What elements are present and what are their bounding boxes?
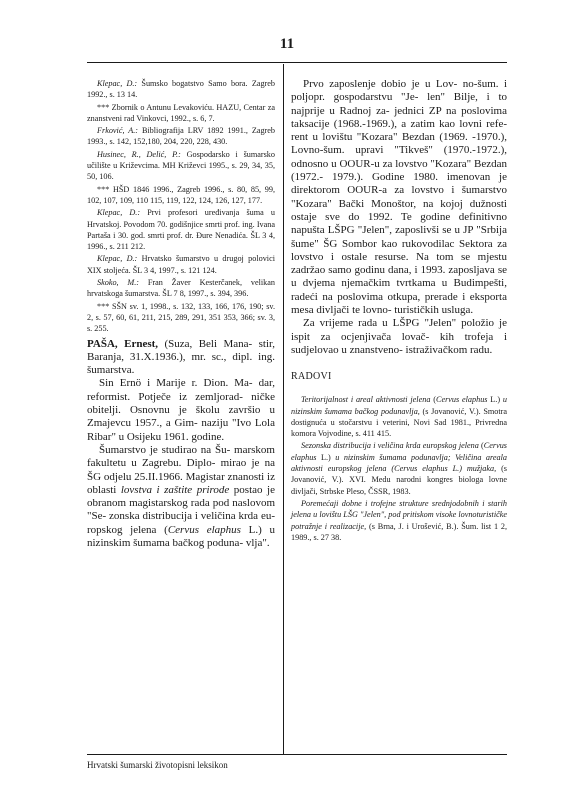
work-item — [291, 394, 507, 439]
page-number: 11 — [279, 36, 295, 52]
ref-author: Skoko, M.: — [97, 278, 140, 288]
reference-list — [87, 78, 275, 335]
ref-text: Gospodarsko i šumarsko učilište u Križevcima. MH Križevci 1995., s. 29, 34, 35, 50, 106. — [87, 149, 275, 182]
ref-text: Bibliografija LRV 1892 1991., Zagreb 1993., s. 142, 152,180, 204, 220, 228, 430. — [87, 126, 275, 147]
text-run: (s Jovanović, V.). Smotra dostignuća u stočarstvu i veterini, Novi Sad 1981., Privredna komora Vojvodine, s. 411 415. — [291, 406, 507, 439]
entry-heading — [87, 338, 275, 378]
bottom-rule — [87, 754, 507, 755]
ref-text: *** Zbornik o Antunu Levakoviću. HAZU, Centar za znanstveni rad Vinkovci, 1992., s. 6, 7. — [87, 102, 275, 123]
text-run: Šumarstvo je studirao na Šu- marskom fakultetu u Zagrebu. Diplo- mirao je na ŠG odjelu 25.II.1966. Magistar znanosti iz oblasti — [87, 443, 275, 496]
text-run: postao je obranom magistarskog rada pod naslovom "Se- zonska distribucija i veličina krda eu- ropskog jelena ( — [87, 483, 275, 536]
ref-text: Prvi profesori uređivanja šuma u Hrvatskoj. Povodom 70. godišnjice smrti prof. ing. Ivana Partaša i 30. god. smrti prof. dr. Đure Nenadića. ŠL 3 4, 1996., s. 211 212. — [87, 208, 275, 252]
text-run-italic: Cervus elaphus — [435, 395, 488, 405]
work-item — [291, 498, 507, 543]
right-column — [291, 78, 507, 544]
ref-text: Fran Žaver Kesterčanek, velikan hrvatskoga šumarstva. ŠL 7 8, 1997., s. 394, 396. — [87, 278, 275, 299]
footer: Hrvatski šumarski životopisni leksikon — [87, 760, 228, 770]
reference-item — [87, 125, 275, 148]
entry-paragraph — [87, 444, 275, 550]
ref-author: Frković, A.: — [97, 126, 139, 136]
entry-paragraph: Sin Ernö i Marije r. Dion. Ma- dar, reformist. Potječe iz zemljorad- ničke obitelji. Osnovnu je školu završio u Zmajevcu 1957., a Gim- naziju "Ivo Lola Ribar" u Osijeku 1961. godine. — [87, 377, 275, 443]
left-column — [87, 78, 275, 550]
ref-author: Klepac, D.: — [97, 79, 138, 88]
text-run: (s Brna, J. i Urošević, B.). Šum. list 1 2, 1989., s. 27 38. — [291, 521, 508, 542]
text-run: ( — [430, 395, 436, 405]
text-run-italic: u nizinskim šumama bačkog podunavlja, — [291, 395, 508, 416]
works-list — [291, 394, 507, 543]
reference-item — [87, 277, 275, 300]
reference-item — [87, 207, 275, 252]
work-title: Teritorijalnost i areal aktivnosti jelena — [301, 395, 431, 405]
entry-heading-details: (Suza, Beli Mana- stir, Baranja, 31.X.1936.), mr. sc., dipl. ing. šumarstva. — [87, 337, 275, 377]
text-run: ( — [478, 441, 484, 451]
text-run-italic: Cervus elaphus — [167, 523, 241, 536]
reference-item — [87, 253, 275, 276]
reference-item — [87, 78, 275, 101]
ref-text: *** HŠD 1846 1996., Zagreb 1996., s. 80, 85, 99, 102, 107, 109, 110 115, 119, 122, 124, 126, 127, 177. — [87, 184, 275, 205]
column-divider — [283, 64, 284, 754]
reference-item — [87, 184, 275, 207]
text-run-italic: u nizinskim šumama podunavlja; Veličina areala aktivnosti europskog jelena (Cervus elaphus L.) mužjaka, — [291, 452, 507, 474]
text-run-italic: Cervus elaphus — [291, 441, 507, 462]
reference-item — [87, 102, 275, 125]
reference-item — [87, 301, 275, 335]
section-title: RADOVI — [291, 371, 332, 383]
entry-name: PAŠA, Ernest, — [87, 337, 159, 350]
text-run: L.) u nizinskim šumama bačkog poduna- vlja". — [87, 523, 275, 549]
work-item — [291, 440, 507, 496]
ref-text: Hrvatsko šumarstvo u drugoj polovici XIX stoljeća. ŠL 3 4, 1997., s. 121 124. — [87, 254, 275, 275]
work-title: Sezonska distribucija i veličina krda europskog jelena — [301, 441, 479, 451]
entry-paragraph: Za vrijeme rada u LŠPG "Jelen" položio je ispit za ocjenjivača lovač- kih trofeja i sudjelovao u znanstveno- istraživačkom radu. — [291, 317, 507, 356]
ref-author: Husinec, R., Delić, P.: — [97, 149, 181, 159]
ref-author: Klepac, D.: — [97, 208, 141, 218]
work-title: Poremećaji dobne i trofejne strukture srednjodobnih i starih jelena u lovištu LŠG "Jelen", pod pritiskom visoke lovnoturističke potražnje i realizacije, — [291, 498, 507, 531]
ref-author: Klepac, D.: — [97, 254, 138, 264]
top-rule — [87, 62, 507, 63]
text-run: L.) — [487, 395, 503, 405]
reference-item — [87, 149, 275, 183]
text-run: L.) — [316, 452, 336, 462]
ref-text: *** SŠN sv. 1, 1998., s. 132, 133, 166, 176, 190; sv. 2, s. 57, 60, 61, 211, 215, 289, 291, 351 353, 366; sv. 3, s. 255. — [87, 301, 275, 334]
text-run-italic: lovstva i zaštite prirode — [120, 483, 230, 496]
ref-text: Šumsko bogatstvo Samo bora. Zagreb 1992., s. 13 14. — [87, 79, 275, 100]
entry-paragraph: Prvo zaposlenje dobio je u Lov- no-šum. i poljopr. gospodarstvu "Je- len" Bilje, i to najprije u Radnoj za- jednici ZP na poslovima taksacije (1968.-1969.), a zatim kao lovni refe- rent u lovištu "Kozara" Bezdan (1969. -1970.), Lovno-šum. upravi "Tikveš" (1970.-1972.), odnosno u OOUR-u za lovstvo "Kozara" Bezdan (1972.- 1979.). Godine 1980. imenovan je direktorom OOUR-a za lovstvo i šumarstvo "Kozara" Bački Monoštor, na kojoj dužnosti ostaje sve do 1992. Te godine definitivno napušta LŠPG "Jelen", zaposlivši se u JP "Srbija šume" ŠG Sombor kao rukovodilac Sektora za lovstvo i ostale resurse. Na tom se mjestu zadržao samo godinu dana, i 1993. zaposljava se u dvjema njemačkim tvrtkama u Budimpešti, radeći na poslovima otkupa, prerade i eksporta mesa divljači te lovno- turističkih usluga. — [291, 78, 507, 317]
text-run: (s Jovanović, V.). XVI. Medu narodni kongres biologa lovne divljači, Strbske Pleso, ČSSR, 1983. — [291, 464, 507, 496]
